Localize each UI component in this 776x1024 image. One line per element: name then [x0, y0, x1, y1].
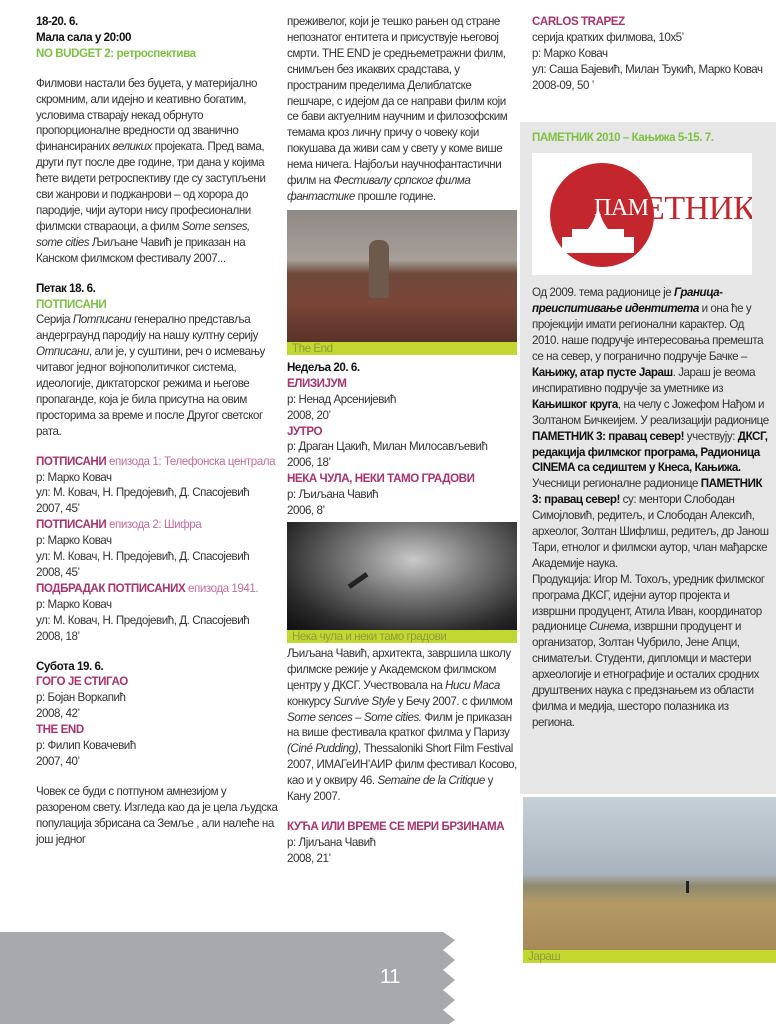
svg-text:ЕТНИК: ЕТНИК	[644, 190, 752, 228]
workshop-description	[532, 285, 770, 730]
film-cast: ул: М. Ковач, Н. Предојевић, Д. Спасојевић	[36, 550, 250, 564]
text-segment: великих	[112, 140, 152, 154]
film-director: р: Ненад Арсенијевић	[287, 392, 396, 406]
film-entry	[36, 581, 278, 645]
text-segment: Потписани	[72, 313, 132, 327]
text-segment: Филмови настали без буџета, у материјално скромним, али идејно и кеативно богатим, условима стварају некад обрнуто пропорционалне вредности од званично финансираних	[36, 76, 257, 154]
film-year: 2007, 40’	[36, 754, 80, 768]
text-segment: Кањишког круга	[532, 397, 618, 411]
figure-silhouette	[686, 881, 689, 893]
film-title: КУЋА ИЛИ ВРЕМЕ СЕ МЕРИ БРЗИНАМА	[287, 820, 505, 833]
film-heading	[287, 424, 517, 440]
text-segment: конкурсу	[287, 694, 334, 708]
text-segment: прошле године.	[354, 189, 436, 203]
film-entry	[287, 424, 517, 472]
text-segment: у Кану 2007.	[287, 774, 493, 804]
film-heading	[36, 517, 278, 533]
page-number: 11	[380, 966, 400, 988]
friday-heading: Петак 18. 6.	[36, 281, 96, 295]
text-segment: ДКСГ, редакција филмског програма, Радионица CINEMA са седиштем у Кнеса, Кањижа.	[532, 429, 768, 475]
director-bio	[287, 646, 517, 805]
text-segment: Some sences – Some cities.	[287, 710, 422, 724]
the-end-synopsis: Човек се буди с потпуном амнезијом у разореном свету. Изгледа као да је цела људска популација збрисана са Земље , али налеће на још једног	[36, 784, 278, 846]
film-title: THE END	[36, 723, 84, 737]
film-year: 2008, 18’	[36, 629, 80, 643]
film-list-saturday	[36, 674, 278, 769]
film-cast: ул: М. Ковач, Н. Предојевић, Д. Спасојевић	[36, 613, 250, 627]
film-year: 2008, 42’	[36, 707, 80, 721]
series-description	[36, 312, 278, 439]
film-entry	[36, 454, 278, 518]
film-entry	[36, 517, 278, 581]
text-segment: у Бечу 2007. с филмом	[394, 694, 513, 708]
film-title: НЕКА ЧУЛА, НЕКИ ТАМО ГРАДОВИ	[287, 472, 475, 486]
film-year: 2006, 8’	[287, 504, 325, 518]
film-entry	[36, 674, 278, 722]
column-3	[532, 14, 770, 731]
photo-neka-cula	[287, 522, 517, 630]
film-title: ГОГО ЈЕ СТИГАО	[36, 675, 128, 689]
text-segment: Survive Style	[333, 694, 395, 708]
film-director: р: Драган Цакић, Милан Милосављевић	[287, 440, 488, 454]
text-segment: Граница-преиспитивање идентитета	[532, 286, 723, 316]
film-year: 2008, 21’	[287, 851, 331, 865]
venue: Мала сала у 20:00	[36, 30, 132, 44]
film-cast: ул: Саша Бајевић, Милан Ђукић, Марко Ковач	[532, 62, 763, 76]
film-year: 2008, 45’	[36, 566, 80, 579]
text-segment: и она ће у пројекцији имати регионални карактер. Од 2010. наше подручје интересовања премешта се на север, у погранично подручје Бачке –	[532, 302, 764, 364]
film-director: р: Лјиљана Чавић	[287, 835, 376, 849]
intro-paragraph	[36, 76, 278, 267]
film-list-sunday	[287, 376, 517, 519]
column-1	[36, 14, 278, 848]
text-segment: ПАМЕТНИК 3: правац север!	[532, 429, 685, 443]
photo-the-end	[287, 210, 517, 342]
film-heading	[36, 674, 278, 690]
photo-caption: The End	[287, 342, 517, 355]
film-director: р: Филип Ковачевић	[36, 739, 136, 753]
film-director: р: Марко Ковач	[36, 470, 112, 484]
film-director: р: Марко Ковач	[36, 534, 112, 548]
film-director: р: Марко Ковач	[36, 597, 112, 611]
film-heading	[36, 454, 278, 470]
film-year: 2008, 20’	[287, 408, 331, 422]
text-segment: Отписани	[36, 345, 89, 359]
text-segment: . Јараш је веома инспиративно подручје за уметнике из	[532, 365, 756, 395]
text-segment: Some senses, some cities	[36, 219, 250, 249]
photo-jaras	[523, 797, 776, 950]
film-entry	[36, 722, 278, 770]
film-cast: ул: М. Ковач, Н. Предојевић, Д. Спасојевић	[36, 486, 250, 500]
text-segment: Серија	[36, 313, 73, 327]
text-segment: , али је, у суштини, реч о исмевању читавог једног војнополитичког система, идеологије, диктаторског режима и његове пропаганде, која је била присутна на овим просторима за време и после Другог светског рата.	[36, 345, 265, 438]
column-2	[287, 14, 517, 867]
text-segment: Semaine de la Critique	[377, 774, 485, 788]
film-title: CARLOS TRAPEZ	[532, 15, 625, 28]
film-title: ЕЛИЗИЈУМ	[287, 376, 347, 390]
text-segment: преживелог, који је тешко рањен од стране непознатог ентитета и присуствује његовој смрти. THE END је средњеметражни филм, снимљен без икаквих срадстава, у пространим пределима Делиблатске пешчаре, с идејом да се направи филм који се бави актуелним научним и филозофским темама кроз личну причу о човеку који покушава да живи сам у свету у коме више нема ничега. Најбољи научнофантастични филм на	[287, 15, 508, 188]
the-end-synopsis-continued	[287, 14, 517, 205]
film-year: 2008-09, 50 ’	[532, 78, 594, 92]
photo-caption: Нека чула и неки тамо градови	[287, 630, 517, 643]
box-title: ПАМЕТНИК 2010 – Кањижа 5-15. 7.	[532, 130, 714, 144]
film-year: 2006, 18’	[287, 456, 331, 470]
saturday-heading: Субота 19. 6.	[36, 659, 104, 673]
text-segment: Љиљана Чавић, архитекта, завршила школу филмске режије у Академском филмском центру у ДКСГ. Учествовала на	[287, 646, 511, 692]
text-segment: Филм је приказан на више фестивала кратког филма у Паризу	[287, 710, 512, 740]
film-subtitle: епизода 2: Шифра	[109, 518, 202, 532]
film-list-friday	[36, 454, 278, 645]
film-director: р: Бојан Воркапић	[36, 691, 126, 705]
film-year: 2007, 45’	[36, 502, 80, 516]
film-heading	[287, 471, 517, 487]
text-segment: Синема	[589, 620, 629, 634]
text-segment: Ниси Маса	[445, 678, 500, 692]
film-title: ЈУТРО	[287, 424, 323, 438]
svg-text:ПАМ: ПАМ	[594, 195, 649, 222]
text-segment: Од 2009. тема радионице је	[532, 286, 674, 300]
film-director: р: Марко Ковач	[532, 46, 608, 60]
text-segment: , Thessaloniki Short Film Festival 2007, ИМАГеИН’АИР филм фестивал Косово, као и у оквиру 46.	[287, 742, 517, 788]
text-segment: ПАМЕТНИК 3: правац север!	[532, 477, 763, 507]
pametnik-logo	[532, 153, 752, 275]
pametnik-logo-icon	[532, 153, 752, 275]
date-heading: 18-20. 6.	[36, 15, 78, 28]
text-segment: Учесници регионалне радионице	[532, 477, 698, 491]
film-director: р: Љиљана Чавић	[287, 488, 379, 502]
text-segment: генерално представља андерграунд пародију на нашу култну серију	[36, 313, 259, 343]
photo-caption: Јараш	[523, 950, 776, 963]
film-heading	[36, 581, 278, 597]
series-title: ПОТПИСАНИ	[36, 297, 107, 311]
text-segment: учествују:	[684, 429, 738, 443]
text-segment: , на челу с Јожефом Нађом и Золтаном Бичкеијем. У реализацији радионице	[532, 397, 769, 427]
film-subtitle: епизода 1: Телефонска централа	[109, 454, 276, 468]
film-entry	[287, 471, 517, 519]
program-title: NO BUDGET 2: ретроспектива	[36, 46, 196, 60]
film-title: ПОДБРАДАК ПОТПИСАНИХ	[36, 581, 186, 595]
text-segment: Кањижу, атар пусте Јараш	[532, 365, 673, 379]
text-segment: (Ciné Pudding)	[287, 742, 359, 756]
text-segment: пројеката. Пред вама, други пут после две године, три дана у којима ћете видети ретроспективу где су заступљени сви жанрови и поджанрови – од хорора до пародије, чији аутори нису професионални филмски ствараоци, а филм	[36, 140, 266, 233]
sunday-heading: Недеља 20. 6.	[287, 360, 360, 374]
text-segment: Фестивалу српског филма фантастике	[287, 174, 471, 203]
film-subtitle: епизода 1941.	[188, 581, 259, 595]
figure-silhouette	[369, 240, 389, 298]
swimmer-silhouette	[348, 572, 369, 589]
film-info: серија кратких филмова, 10x5’	[532, 30, 684, 44]
text-segment: , извршни продуцент и организатор, Золтан Чубрило, Јене Апци, сниматељи. Студенти, дипломци и мастери археологије и етнографије и осталих сродних друштвених наука с предзнањем из области филма и медија, шесторо полазника из региона.	[532, 620, 760, 729]
film-title: ПОТПИСАНИ	[36, 518, 107, 532]
film-heading	[36, 722, 278, 738]
film-title: ПОТПИСАНИ	[36, 454, 107, 468]
film-entry	[287, 376, 517, 424]
film-heading	[287, 376, 517, 392]
text-segment: Љиљане Чавић је приказан на Канском филмском фестивалу 2007...	[36, 235, 246, 265]
text-segment: су: ментори Слободан Симојловић, редитељ, и Слободан Алексић, археолог, Золтан Шифлиш, редитељ, др Јанош Тари, етнолог и филмски аутор, члан мађарске Академије наука. Продукција: Игор М. Тохољ, уредник филмског програма ДКСГ, идејни аутор пројекта и извршни продуцент, Атила Иван, координатор радионице	[532, 493, 769, 634]
